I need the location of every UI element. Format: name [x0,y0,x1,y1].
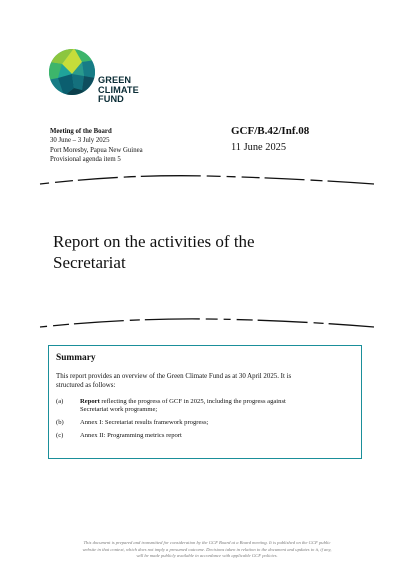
disclaimer-footer [38,540,376,560]
meeting-name: Meeting of the Board [50,128,112,135]
list-item [56,419,356,427]
summary-box [48,345,362,459]
agenda-item: Provisional agenda item 5 [50,156,121,164]
document-title [53,231,353,273]
logo-line: GREEN [98,75,132,85]
document-date: 11 June 2025 [231,142,287,153]
summary-list [56,398,356,445]
footer-line: website in that context, which does not imply a presumed outcome. Decisions taken in relation to the document and updates to it, if any, [82,546,332,552]
footer-line: This document is prepared and transmitted for consideration by the GCF Board at a Board meeting. It is published on the GCF public [83,540,331,545]
meeting-dates: 30 June – 3 July 2025 [50,137,110,145]
logo-wordmark [98,76,139,105]
title-line: Secretariat [53,253,126,272]
title-line: Report on the activities of the [53,232,255,251]
wave-divider-top [38,174,376,188]
list-item-text: Annex I: Secretariat results framework progress; [80,419,209,427]
list-marker: (c) [56,432,64,440]
list-item-text: reflecting the progress of GCF in 2025, including the progress against [99,398,286,405]
list-item-text: Annex II: Programming metrics report [80,432,182,440]
list-marker: (a) [56,398,64,405]
logo-line: CLIMATE [98,84,139,95]
list-item [56,398,356,415]
summary-intro-line: structured as follows: [56,382,116,390]
list-item-text: Secretariat work programme; [80,406,158,414]
meeting-info [50,127,220,165]
summary-intro [56,372,346,391]
summary-heading: Summary [56,353,96,363]
summary-intro-line: This report provides an overview of the Green Climate Fund as at 30 April 2025. It is [56,373,292,380]
list-item-strong: Report [80,398,100,405]
list-marker: (b) [56,419,64,427]
footer-line: will be made publicly available in accordance with applicable GCF policies. [136,553,278,559]
gcf-logo [48,48,148,118]
meeting-place: Port Moresby, Papua New Guinea [50,146,143,154]
globe-icon [48,48,96,96]
document-number: GCF/B.42/Inf.08 [231,125,310,137]
logo-line: FUND [98,94,124,105]
document-reference [231,124,391,155]
list-item [56,432,356,440]
wave-divider-bottom [38,316,376,330]
